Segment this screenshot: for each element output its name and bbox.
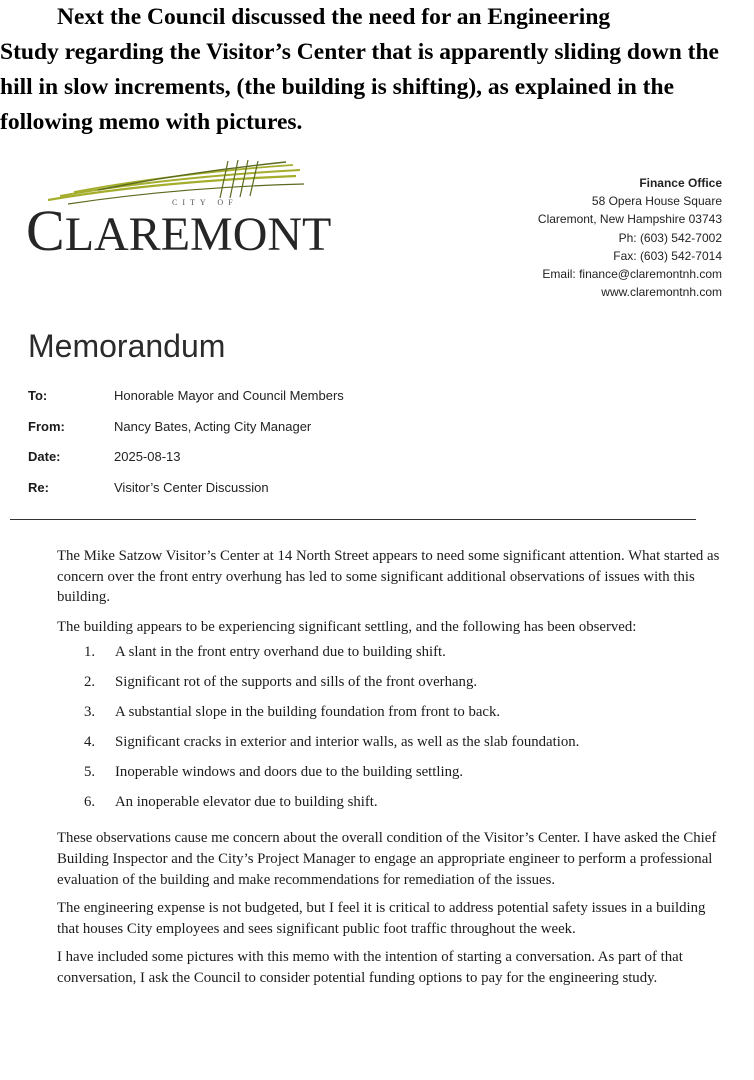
field-value: 2025-08-13 xyxy=(114,449,181,464)
list-text: Significant cracks in exterior and interior walls, as well as the slab foundation. xyxy=(115,734,580,751)
intro-continuation: Study regarding the Visitor’s Center that is apparently sliding down the hill in slow increments, (the building is shifting), as explained in the following memo with pictures. xyxy=(0,39,719,135)
observations-list xyxy=(57,642,727,822)
field-label: To: xyxy=(28,388,48,403)
body-paragraph: The engineering expense is not budgeted, but I feel it is critical to address potential safety issues in a building that houses City employees and sees significant public foot traffic throughout the week. xyxy=(57,900,706,937)
memo-header-fields xyxy=(28,388,628,510)
list-item xyxy=(57,792,727,822)
claremont-logo-wordmark: CLAREMONT xyxy=(26,198,332,263)
body-paragraph: The building appears to be experiencing significant settling, and the following has been observed: xyxy=(57,618,637,635)
list-text: A slant in the front entry overhand due to building shift. xyxy=(115,644,446,661)
list-item xyxy=(57,732,727,762)
field-value: Nancy Bates, Acting City Manager xyxy=(114,418,312,434)
website-line: www.claremontnh.com xyxy=(601,285,722,300)
field-label: Date: xyxy=(28,449,61,464)
list-number: 2. xyxy=(84,674,96,691)
memo-title: Memorandum xyxy=(28,328,226,364)
field-label: From: xyxy=(28,418,65,434)
list-number: 5. xyxy=(84,764,96,781)
city-of-label: CITY OF xyxy=(172,198,238,207)
memo-body xyxy=(57,546,727,997)
field-label: Re: xyxy=(28,479,49,495)
email-line: Email: finance@claremontnh.com xyxy=(542,267,722,282)
phone-line: Ph: (603) 542-7002 xyxy=(618,230,722,245)
office-title: Finance Office xyxy=(639,176,722,190)
list-text: A substantial slope in the building foundation from front to back. xyxy=(115,704,501,721)
memo-field-date xyxy=(28,449,628,480)
list-item xyxy=(57,672,727,702)
memo-field-from xyxy=(28,419,628,450)
address-line: Claremont, New Hampshire 03743 xyxy=(537,212,722,227)
field-value: Visitor’s Center Discussion xyxy=(114,479,269,495)
list-item xyxy=(57,762,727,792)
list-number: 1. xyxy=(84,644,96,661)
list-item xyxy=(57,642,727,672)
intro-first-line: Next the Council discussed the need for an Engineering xyxy=(57,4,611,30)
list-text: Inoperable windows and doors due to the building settling. xyxy=(115,764,464,781)
letterhead xyxy=(0,150,754,320)
list-number: 3. xyxy=(84,704,96,721)
body-paragraph: The Mike Satzow Visitor’s Center at 14 North Street appears to need some significant attention. What started as concern over the front entry overhung has led to some significant additional observations of issues with this building. xyxy=(57,548,720,606)
fax-line: Fax: (603) 542-7014 xyxy=(613,248,722,263)
field-value: Honorable Mayor and Council Members xyxy=(114,388,344,403)
intro-paragraph xyxy=(0,0,754,140)
body-paragraph: These observations cause me concern about the overall condition of the Visitor’s Center. I have asked the Chief Building Inspector and the City’s Project Manager to engage an appropriate engineer to perform a professional evaluation of the building and make recommendations for remediation of the issues. xyxy=(57,830,717,888)
memo-field-to xyxy=(28,388,628,419)
list-text: Significant rot of the supports and sills of the front overhang. xyxy=(115,674,478,691)
address-line: 58 Opera House Square xyxy=(591,194,722,209)
list-item xyxy=(57,702,727,732)
finance-office-contact-block xyxy=(538,174,722,301)
list-number: 6. xyxy=(84,794,96,811)
list-text: An inoperable elevator due to building shift. xyxy=(115,794,378,811)
memo-field-re xyxy=(28,480,628,511)
body-paragraph: I have included some pictures with this memo with the intention of starting a conversation. As part of that conversation, I ask the Council to consider potential funding options to pay for the engineering study. xyxy=(57,949,683,986)
header-divider xyxy=(10,519,696,520)
list-number: 4. xyxy=(84,734,96,751)
